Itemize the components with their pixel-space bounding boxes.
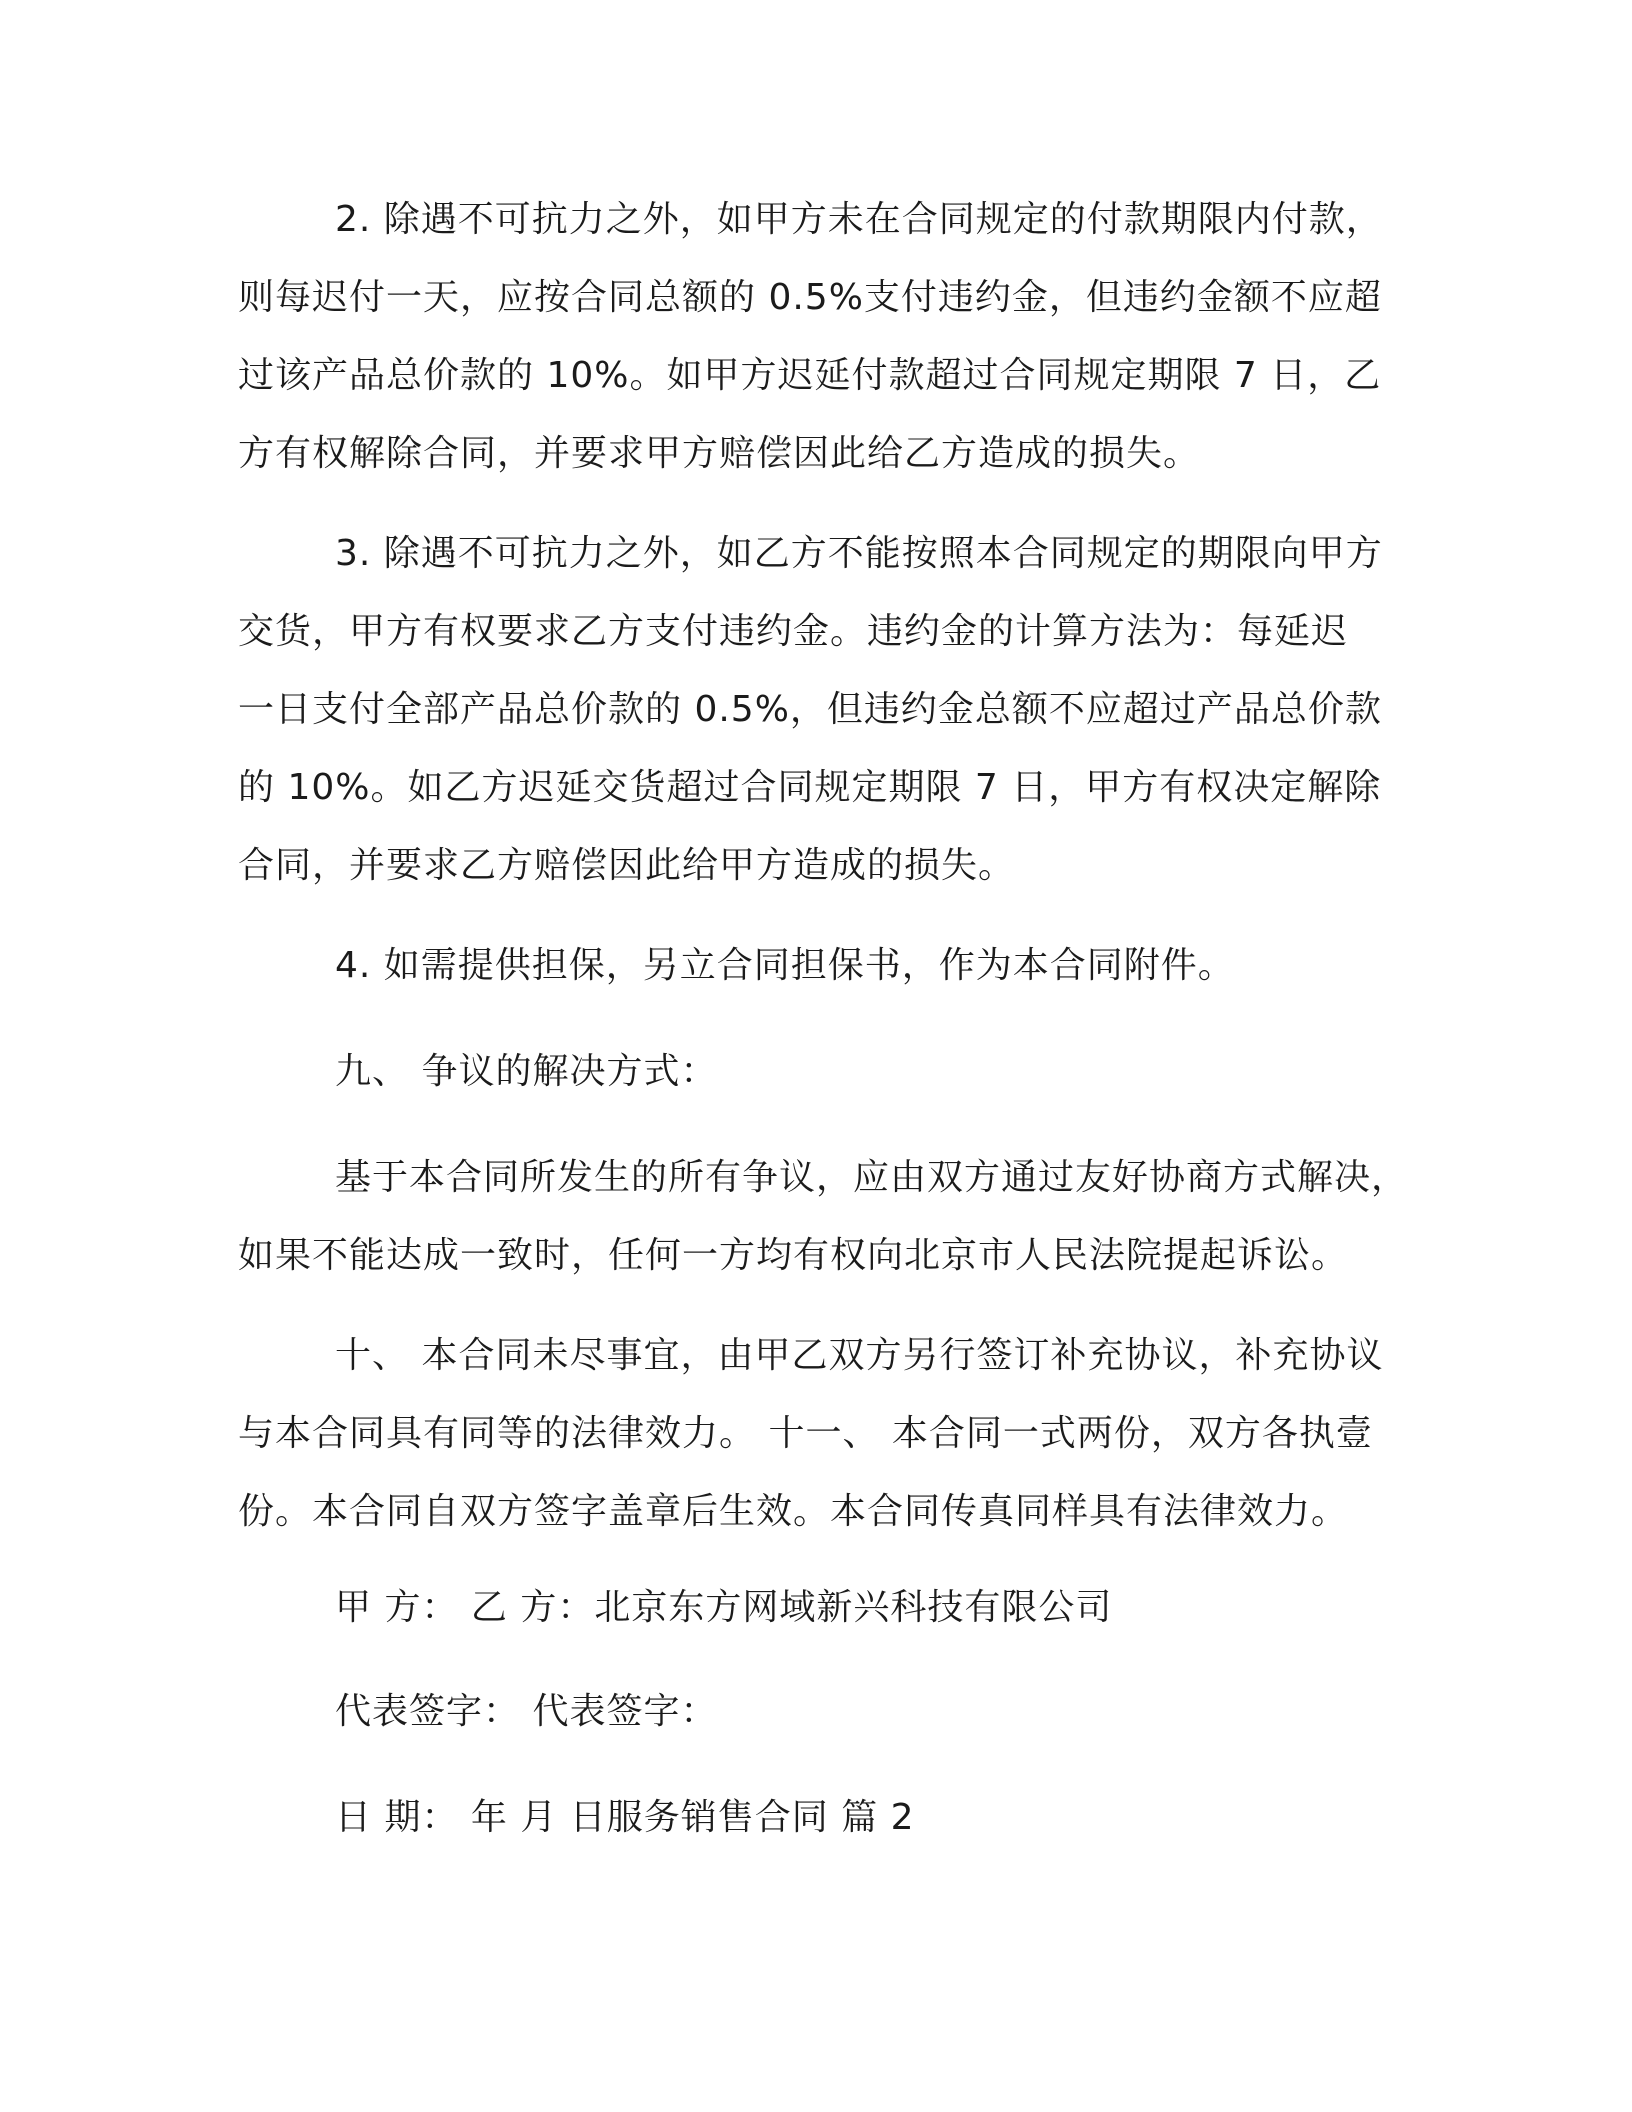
text-line: 与本合同具有同等的法律效力。 十一、 本合同一式两份，双方各执壹 bbox=[238, 1413, 1373, 1454]
paragraph-supplementary-and-copies bbox=[238, 1317, 1398, 1551]
text-line: 代表签字： 代表签字： bbox=[335, 1691, 718, 1732]
date-line bbox=[238, 1779, 1398, 1857]
signatures-line bbox=[238, 1673, 1398, 1751]
text-line: 过该产品总价款的 10%。如甲方迟延付款超过合同规定期限 7 日，乙 bbox=[238, 355, 1382, 396]
text-line: 4. 如需提供担保，另立合同担保书，作为本合同附件。 bbox=[335, 945, 1235, 986]
section-heading-dispute bbox=[238, 1033, 1398, 1111]
text-line: 份。本合同自双方签字盖章后生效。本合同传真同样具有法律效力。 bbox=[238, 1491, 1349, 1532]
text-line: 九、 争议的解决方式： bbox=[335, 1051, 718, 1092]
text-line: 日 期： 年 月 日服务销售合同 篇 2 bbox=[335, 1797, 915, 1838]
text-line: 的 10%。如乙方迟延交货超过合同规定期限 7 日，甲方有权决定解除 bbox=[238, 767, 1382, 808]
text-line: 则每迟付一天，应按合同总额的 0.5%支付违约金，但违约金额不应超 bbox=[238, 277, 1382, 318]
text-line: 2. 除遇不可抗力之外，如甲方未在合同规定的付款期限内付款， bbox=[335, 199, 1383, 240]
text-line: 甲 方： 乙 方：北京东方网域新兴科技有限公司 bbox=[335, 1587, 1113, 1628]
parties-line bbox=[238, 1569, 1398, 1647]
text-line: 基于本合同所发生的所有争议，应由双方通过友好协商方式解决， bbox=[335, 1157, 1409, 1198]
text-line: 十、 本合同未尽事宜，由甲乙双方另行签订补充协议，补充协议 bbox=[335, 1335, 1384, 1376]
paragraph-seller-late-delivery bbox=[238, 515, 1398, 905]
paragraph-guarantee bbox=[238, 927, 1398, 1005]
text-line: 交货，甲方有权要求乙方支付违约金。违约金的计算方法为：每延迟 bbox=[238, 611, 1349, 652]
text-line: 如果不能达成一致时，任何一方均有权向北京市人民法院提起诉讼。 bbox=[238, 1235, 1349, 1276]
paragraph-buyer-late-payment bbox=[238, 181, 1398, 493]
text-line: 合同，并要求乙方赔偿因此给甲方造成的损失。 bbox=[238, 845, 1016, 886]
text-line: 一日支付全部产品总价款的 0.5%，但违约金总额不应超过产品总价款 bbox=[238, 689, 1382, 730]
text-line: 3. 除遇不可抗力之外，如乙方不能按照本合同规定的期限向甲方 bbox=[335, 533, 1383, 574]
text-line: 方有权解除合同，并要求甲方赔偿因此给乙方造成的损失。 bbox=[238, 433, 1201, 474]
paragraph-dispute-resolution bbox=[238, 1139, 1409, 1295]
